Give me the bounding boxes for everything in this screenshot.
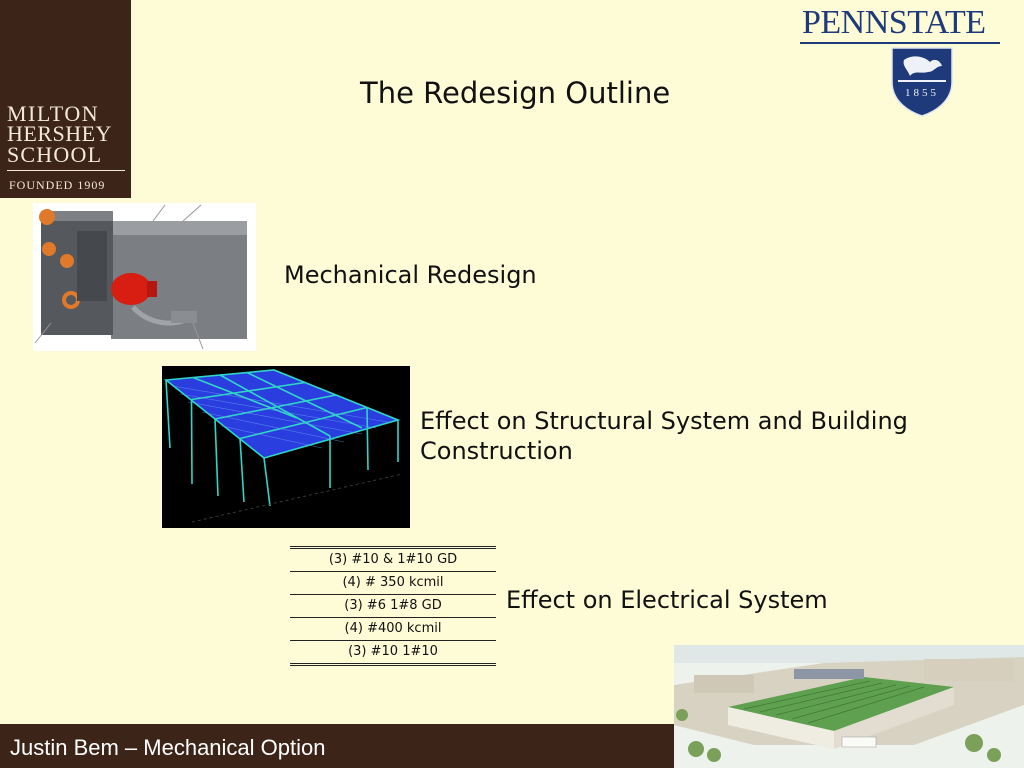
penn-state-logo	[800, 2, 1004, 118]
wire-size-table	[290, 546, 496, 666]
logo-line-milton: MILTON	[7, 101, 100, 126]
table-row	[290, 572, 496, 595]
boiler-image	[33, 203, 256, 351]
footer-author: Justin Bem – Mechanical Option	[10, 735, 326, 760]
table-cell: (4) # 350 kcmil	[290, 572, 496, 595]
building-rendering-image	[674, 645, 1024, 768]
table-cell: (3) #10 1#10	[290, 641, 496, 665]
structural-model-image	[162, 366, 410, 528]
heading-electrical-effect: Effect on Electrical System	[506, 586, 828, 614]
heading-structural-effect: Effect on Structural System and Building Construction	[420, 407, 908, 465]
table-cell: (3) #6 1#8 GD	[290, 595, 496, 618]
table-row	[290, 641, 496, 665]
logo-line-school: SCHOOL	[7, 142, 103, 167]
table-row	[290, 595, 496, 618]
milton-hershey-school-logo	[0, 0, 131, 198]
logo-divider	[7, 170, 125, 171]
table-cell: (3) #10 & 1#10 GD	[290, 548, 496, 572]
penn-state-wordmark: PENNSTATE	[802, 4, 986, 41]
logo-founded: FOUNDED 1909	[9, 178, 106, 192]
table-row	[290, 548, 496, 572]
penn-state-rule	[800, 42, 1000, 44]
table-cell: (4) #400 kcmil	[290, 618, 496, 641]
penn-state-year: 1855	[905, 87, 939, 99]
penn-state-shield-icon	[890, 46, 954, 118]
slide-title: The Redesign Outline	[360, 76, 671, 110]
table-row	[290, 618, 496, 641]
footer-bar	[0, 724, 674, 768]
heading-mechanical-redesign: Mechanical Redesign	[284, 261, 537, 289]
logo-line-hershey: HERSHEY	[7, 121, 112, 146]
